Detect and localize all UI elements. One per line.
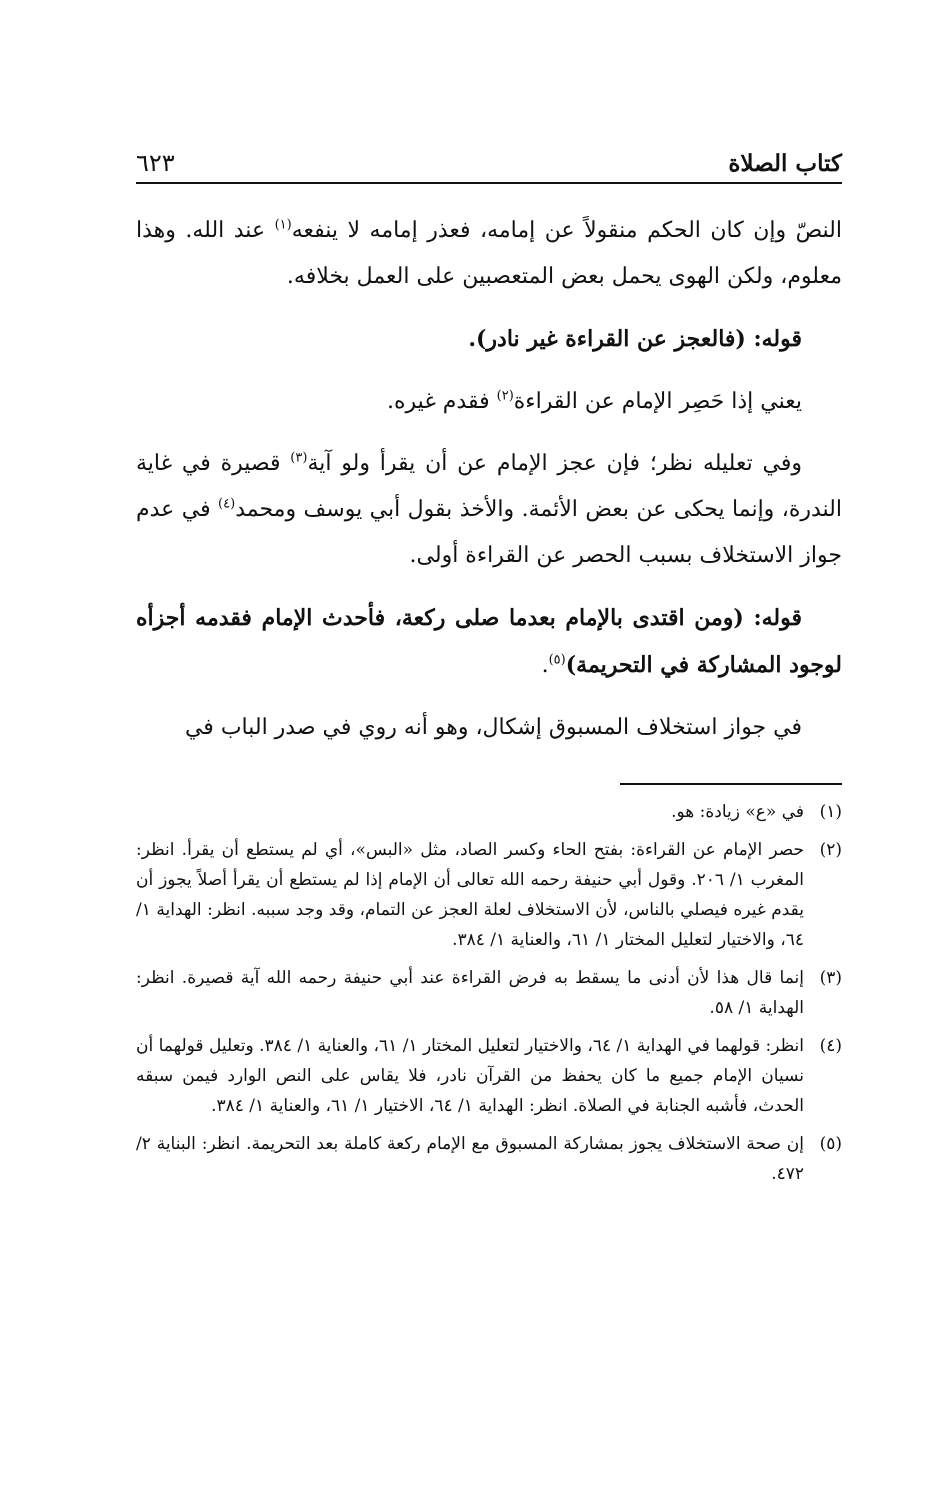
footnote-number: (٣) (819, 968, 842, 988)
quote-1-label: قوله: (753, 326, 802, 352)
footnote-2 (136, 835, 842, 955)
quote-2-end: . (541, 653, 549, 678)
paragraph-1-text-b: عند الله. وهذا معلوم، ولكن الهوى يحمل بعض المتعصبين على العمل بخلافه. (136, 218, 842, 289)
footnote-text: في «ع» زيادة: هو. (671, 802, 804, 822)
footnote-number: (٥) (819, 1134, 842, 1154)
book-title: كتاب الصلاة (728, 150, 842, 177)
footnote-separator (620, 783, 842, 785)
quote-1-text: (فالعجز عن القراءة غير نادر). (468, 326, 754, 352)
paragraph-2-text-b: فقدم غيره. (387, 389, 497, 414)
footnote-text: انظر: قولهما في الهداية ١/ ٦٤، والاختيار لتعليل المختار ١/ ٦١، والعناية ١/ ٣٨٤. وتعليل قولهما أن نسيان الإمام جميع ما كان يحفظ من القرآن نادر، فلا يقاس على النص الوارد فيمن سبقه الحدث، فأشبه الجنابة في الصلاة. انظر: الهداية ١/ ٦٤، الاختيار ١/ ٦١، والعناية ١/ ٣٨٤. (136, 1036, 804, 1116)
footnote-number: (١) (819, 802, 842, 822)
paragraph-1-text-a: النصّ وإن كان الحكم منقولاً عن إمامه، فعذر إمامه لا ينفعه (291, 218, 842, 243)
footnote-1 (136, 797, 842, 827)
footnote-ref-3: (٣) (290, 450, 308, 466)
footnote-text: حصر الإمام عن القراءة: بفتح الحاء وكسر الصاد، مثل «البس»، أي لم يستطع أن يقرأ. انظر: المغرب ١/ ٢٠٦. وقول أبي حنيفة رحمه الله تعالى أن الإمام إذا لم يستطع أن يقرأ أصلاً يجوز أن يقدم غيره فيصلي بالناس، لأن الاستخلاف لعلة العجز عن التمام، وقد وجد سببه. انظر: الهداية ١/ ٦٤، والاختيار لتعليل المختار ١/ ٦١، والعناية ١/ ٣٨٤. (136, 840, 804, 950)
footnote-number: (٢) (819, 840, 842, 860)
paragraph-3 (136, 441, 842, 579)
paragraph-3-text-b: قصيرة في غاية الندرة، وإنما يحكى عن بعض الأئمة. والأخذ بقول أبي يوسف ومحمد (136, 451, 842, 522)
main-text (136, 208, 842, 751)
footnote-ref-2: (٢) (496, 388, 514, 404)
footnote-3 (136, 963, 842, 1023)
paragraph-4 (136, 705, 842, 751)
footnote-5 (136, 1129, 842, 1189)
paragraph-2 (136, 379, 842, 425)
footnote-4 (136, 1031, 842, 1121)
quote-2 (136, 595, 842, 689)
quote-2-label: قوله: (753, 605, 802, 631)
page-number: ٦٢٣ (136, 149, 175, 177)
paragraph-3-text-c: في عدم جواز الاستخلاف بسبب الحصر عن القراءة أولى. (136, 497, 842, 568)
footnote-ref-5: (٥) (548, 652, 566, 668)
footnotes (136, 797, 842, 1197)
running-header (136, 142, 842, 184)
footnote-number: (٤) (819, 1036, 842, 1056)
quote-2-text: (ومن اقتدى بالإمام بعدما صلى ركعة، فأحدث الإمام فقدمه أجزأه لوجود المشاركة في التحريمة) (136, 605, 842, 678)
paragraph-3-text-a: وفي تعليله نظر؛ فإن عجز الإمام عن أن يقرأ ولو آية (307, 451, 802, 476)
footnote-text: إنما قال هذا لأن أدنى ما يسقط به فرض القراءة عند أبي حنيفة رحمه الله آية قصيرة. انظر: الهداية ١/ ٥٨. (136, 968, 804, 1018)
paragraph-4-text: في جواز استخلاف المسبوق إشكال، وهو أنه روي في صدر الباب في (184, 715, 802, 740)
footnote-ref-4: (٤) (218, 496, 236, 512)
footnote-text: إن صحة الاستخلاف يجوز بمشاركة المسبوق مع الإمام ركعة كاملة بعد التحريمة. انظر: البناية ٢/ ٤٧٢. (136, 1134, 804, 1184)
quote-1 (136, 316, 842, 363)
paragraph-2-text-a: يعني إذا حَصِر الإمام عن القراءة (513, 389, 802, 414)
paragraph-1 (136, 208, 842, 300)
footnote-ref-1: (١) (274, 217, 292, 233)
